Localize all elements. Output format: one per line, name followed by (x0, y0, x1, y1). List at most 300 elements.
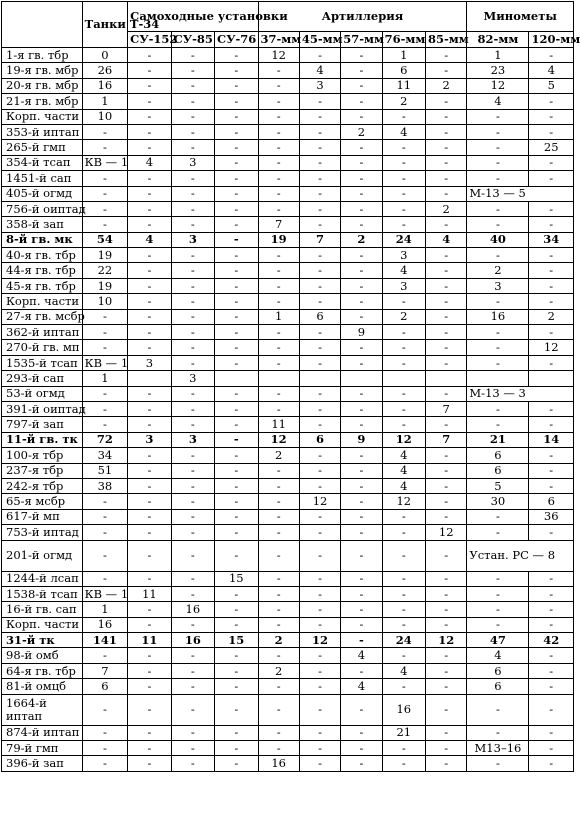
value-cell: 6 (467, 463, 529, 478)
value-cell: 1 (467, 48, 529, 63)
table-row (2, 325, 574, 340)
table-row (2, 94, 574, 109)
unit-name-cell: 53-й огмд (2, 386, 83, 401)
value-cell: - (258, 386, 299, 401)
value-cell: 4 (341, 679, 382, 694)
value-cell: - (299, 463, 340, 478)
value-cell: - (82, 401, 128, 416)
value-cell: - (529, 278, 574, 293)
value-cell: - (171, 171, 214, 186)
value-cell: - (529, 679, 574, 694)
value-cell: 25 (529, 140, 574, 155)
value-cell: - (426, 725, 467, 740)
value-cell: - (215, 663, 258, 678)
value-cell: 19 (258, 232, 299, 247)
value-cell: - (341, 525, 382, 540)
table-row (2, 401, 574, 416)
value-cell: - (426, 124, 467, 139)
value-cell: 5 (467, 478, 529, 493)
unit-name-cell: 405-й огмд (2, 186, 83, 201)
value-cell: 7 (426, 432, 467, 447)
value-cell: - (215, 263, 258, 278)
value-cell: - (426, 340, 467, 355)
value-cell: - (258, 679, 299, 694)
value-cell: - (128, 94, 171, 109)
value-cell: 4 (426, 232, 467, 247)
value-cell: - (171, 509, 214, 524)
col-header: СУ-152 (128, 32, 171, 48)
value-cell: 34 (82, 448, 128, 463)
value-cell: 19 (82, 278, 128, 293)
value-cell: - (258, 463, 299, 478)
value-cell: - (529, 48, 574, 63)
value-cell: 23 (467, 63, 529, 78)
value-cell: - (299, 171, 340, 186)
value-cell: - (341, 263, 382, 278)
value-cell: - (258, 617, 299, 632)
value-cell: - (258, 525, 299, 540)
value-cell: - (341, 586, 382, 601)
value-cell: - (341, 186, 382, 201)
value-cell: - (467, 586, 529, 601)
unit-name-cell: 100-я тбр (2, 448, 83, 463)
value-cell: - (529, 725, 574, 740)
value-cell: - (258, 401, 299, 416)
table-row (2, 741, 574, 756)
value-cell: - (426, 602, 467, 617)
value-cell: - (82, 140, 128, 155)
value-cell: 12 (299, 494, 340, 509)
value-cell: - (299, 94, 340, 109)
value-cell: - (82, 525, 128, 540)
value-cell: - (299, 401, 340, 416)
value-cell: - (258, 355, 299, 370)
value-cell: 1 (258, 309, 299, 324)
value-cell: - (341, 741, 382, 756)
value-cell: - (467, 617, 529, 632)
value-cell: - (341, 340, 382, 355)
value-cell: - (341, 201, 382, 216)
value-cell: - (171, 679, 214, 694)
value-cell: 12 (382, 432, 425, 447)
value-cell: - (382, 186, 425, 201)
table-row (2, 355, 574, 370)
value-cell: - (171, 63, 214, 78)
value-cell: - (215, 340, 258, 355)
col-header: 45-мм (299, 32, 340, 48)
value-cell: 6 (467, 663, 529, 678)
value-cell: - (341, 63, 382, 78)
value-cell: - (258, 78, 299, 93)
value-cell: - (426, 463, 467, 478)
value-cell: 1 (82, 371, 128, 386)
value-cell: - (171, 725, 214, 740)
value-cell: - (82, 325, 128, 340)
value-cell: - (128, 340, 171, 355)
value-cell: - (299, 694, 340, 725)
value-cell: - (128, 325, 171, 340)
value-cell: - (258, 63, 299, 78)
unit-name-cell: 265-й гмп (2, 140, 83, 155)
value-cell: - (82, 725, 128, 740)
value-cell: - (258, 155, 299, 170)
value-cell: - (529, 155, 574, 170)
value-cell: - (258, 94, 299, 109)
value-cell: - (171, 617, 214, 632)
unit-name-cell: 1538-й тсап (2, 586, 83, 601)
value-cell: - (258, 725, 299, 740)
value-cell: - (529, 648, 574, 663)
col-header: СУ-85 (171, 32, 214, 48)
value-cell: - (82, 186, 128, 201)
value-cell: - (258, 263, 299, 278)
value-cell: - (467, 725, 529, 740)
value-cell: - (299, 48, 340, 63)
table-row (2, 525, 574, 540)
value-cell: - (171, 278, 214, 293)
value-cell: - (258, 586, 299, 601)
value-cell: - (426, 679, 467, 694)
value-cell: - (382, 756, 425, 771)
value-cell: - (128, 679, 171, 694)
unit-name-cell: 293-й сап (2, 371, 83, 386)
value-cell: 15 (215, 571, 258, 586)
table-row (2, 109, 574, 124)
value-cell: - (382, 325, 425, 340)
table-row (2, 155, 574, 170)
value-cell: 11 (258, 417, 299, 432)
value-cell: - (128, 478, 171, 493)
col-header: 120-мм (529, 32, 574, 48)
unit-name-cell: 11-й гв. тк (2, 432, 83, 447)
value-cell: 2 (529, 309, 574, 324)
value-cell: - (467, 109, 529, 124)
value-cell: - (529, 617, 574, 632)
value-cell: 24 (382, 633, 425, 648)
value-cell: 12 (467, 78, 529, 93)
table-row (2, 48, 574, 63)
value-cell: - (299, 725, 340, 740)
value-cell: - (171, 94, 214, 109)
table-row (2, 478, 574, 493)
value-cell: - (382, 171, 425, 186)
value-cell: - (82, 509, 128, 524)
value-cell: - (382, 586, 425, 601)
value-cell: - (341, 248, 382, 263)
value-cell: - (171, 309, 214, 324)
value-cell: - (529, 248, 574, 263)
value-cell: - (215, 217, 258, 232)
equipment-table (1, 1, 580, 772)
value-cell: - (215, 325, 258, 340)
value-cell: - (82, 648, 128, 663)
value-cell: - (128, 63, 171, 78)
value-cell: 2 (258, 633, 299, 648)
value-cell: - (341, 540, 382, 571)
unit-name-cell: 1535-й тсап (2, 355, 83, 370)
unit-name-cell: 19-я гв. мбр (2, 63, 83, 78)
value-cell: - (299, 278, 340, 293)
value-cell: - (82, 217, 128, 232)
table-row (2, 201, 574, 216)
value-cell: - (299, 355, 340, 370)
value-cell: - (258, 694, 299, 725)
unit-name-cell: 353-й иптап (2, 124, 83, 139)
value-cell: 141 (82, 633, 128, 648)
value-cell: М13–16 (467, 741, 529, 756)
unit-name-cell: 1244-й лсап (2, 571, 83, 586)
value-cell: - (529, 109, 574, 124)
unit-name-cell: 237-я тбр (2, 463, 83, 478)
unit-name-cell: 65-я мсбр (2, 494, 83, 509)
value-cell: 12 (426, 525, 467, 540)
table-row (2, 186, 574, 201)
value-cell: - (467, 571, 529, 586)
value-cell: 6 (299, 309, 340, 324)
value-cell: - (82, 694, 128, 725)
value-cell: 11 (382, 78, 425, 93)
col-header: СУ-76 (215, 32, 258, 48)
value-cell: - (258, 294, 299, 309)
value-cell: - (529, 525, 574, 540)
value-cell: - (215, 617, 258, 632)
value-cell: 54 (82, 232, 128, 247)
value-cell: 19 (82, 248, 128, 263)
value-cell: - (426, 386, 467, 401)
value-cell: - (299, 186, 340, 201)
value-cell: - (299, 201, 340, 216)
value-cell: - (382, 741, 425, 756)
value-cell (341, 371, 382, 386)
value-cell: - (258, 171, 299, 186)
unit-name-cell: 617-й мп (2, 509, 83, 524)
value-cell: 2 (341, 124, 382, 139)
table-row (2, 463, 574, 478)
table-row (2, 679, 574, 694)
value-cell: - (215, 124, 258, 139)
unit-name-cell: 354-й тсап (2, 155, 83, 170)
value-cell: - (215, 478, 258, 493)
table-row (2, 756, 574, 771)
value-cell: 10 (82, 109, 128, 124)
value-cell: 16 (258, 756, 299, 771)
value-cell: 4 (467, 94, 529, 109)
unit-name-cell: 756-й оиптад (2, 201, 83, 216)
value-cell: - (341, 663, 382, 678)
value-cell: 24 (382, 232, 425, 247)
value-cell: - (382, 602, 425, 617)
value-cell: - (215, 448, 258, 463)
value-cell: 16 (467, 309, 529, 324)
value-cell: - (215, 602, 258, 617)
value-cell: - (341, 633, 382, 648)
value-cell: - (215, 586, 258, 601)
table-row (2, 263, 574, 278)
col-header: 57-мм (341, 32, 382, 48)
value-cell: - (258, 109, 299, 124)
value-cell: М-13 — 5 (467, 186, 574, 201)
value-cell: - (299, 263, 340, 278)
col-header: 85-мм (426, 32, 467, 48)
value-cell: - (128, 278, 171, 293)
value-cell: - (215, 248, 258, 263)
value-cell: - (426, 109, 467, 124)
value-cell: - (258, 124, 299, 139)
value-cell: - (426, 509, 467, 524)
value-cell: - (529, 325, 574, 340)
value-cell: 4 (382, 663, 425, 678)
value-cell: 4 (128, 155, 171, 170)
value-cell: - (215, 494, 258, 509)
value-cell: 2 (341, 232, 382, 247)
value-cell: - (467, 355, 529, 370)
value-cell: - (171, 571, 214, 586)
value-cell (382, 371, 425, 386)
value-cell: 10 (82, 294, 128, 309)
value-cell: - (258, 478, 299, 493)
value-cell: - (341, 294, 382, 309)
value-cell: - (529, 663, 574, 678)
value-cell: 12 (299, 633, 340, 648)
value-cell: - (299, 571, 340, 586)
value-cell: - (529, 586, 574, 601)
value-cell: - (215, 171, 258, 186)
value-cell: - (529, 401, 574, 416)
unit-name-cell: 396-й зап (2, 756, 83, 771)
unit-name-cell: 874-й иптап (2, 725, 83, 740)
value-cell: 34 (529, 232, 574, 247)
value-cell: - (82, 386, 128, 401)
value-cell: - (171, 186, 214, 201)
value-cell: - (529, 217, 574, 232)
value-cell: 72 (82, 432, 128, 447)
value-cell: - (215, 278, 258, 293)
table-body (2, 48, 574, 772)
value-cell: - (258, 602, 299, 617)
value-cell: КВ — 1 (82, 155, 128, 170)
value-cell: - (426, 663, 467, 678)
table-row (2, 294, 574, 309)
value-cell: - (171, 525, 214, 540)
value-cell: - (215, 694, 258, 725)
value-cell: - (426, 278, 467, 293)
value-cell: - (341, 617, 382, 632)
value-cell: - (171, 494, 214, 509)
value-cell: - (215, 155, 258, 170)
value-cell: 1 (82, 94, 128, 109)
unit-name-cell: Корп. части (2, 294, 83, 309)
value-cell: - (215, 756, 258, 771)
value-cell: - (341, 756, 382, 771)
value-cell: - (258, 648, 299, 663)
value-cell: - (82, 124, 128, 139)
value-cell (258, 371, 299, 386)
value-cell: - (258, 509, 299, 524)
value-cell: - (426, 741, 467, 756)
value-cell: - (299, 509, 340, 524)
value-cell (426, 371, 467, 386)
table-row (2, 694, 574, 725)
table-row (2, 171, 574, 186)
value-cell: - (382, 540, 425, 571)
value-cell: - (426, 448, 467, 463)
value-cell: - (426, 355, 467, 370)
value-cell: 3 (171, 155, 214, 170)
value-cell: - (258, 325, 299, 340)
value-cell: - (215, 186, 258, 201)
unit-name-cell: 1451-й сап (2, 171, 83, 186)
value-cell: 47 (467, 633, 529, 648)
value-cell: - (299, 648, 340, 663)
value-cell: - (128, 494, 171, 509)
value-cell: - (426, 494, 467, 509)
value-cell: - (467, 155, 529, 170)
value-cell: - (258, 540, 299, 571)
value-cell: - (382, 386, 425, 401)
value-cell: - (426, 617, 467, 632)
value-cell: - (467, 694, 529, 725)
unit-name-cell: 8-й гв. мк (2, 232, 83, 247)
value-cell: - (171, 248, 214, 263)
value-cell: - (529, 602, 574, 617)
value-cell: - (128, 648, 171, 663)
unit-name-cell: 64-я гв. тбр (2, 663, 83, 678)
value-cell: - (426, 248, 467, 263)
value-cell: - (82, 756, 128, 771)
table-row (2, 432, 574, 447)
value-cell: - (426, 325, 467, 340)
value-cell: 12 (258, 48, 299, 63)
value-cell: - (467, 217, 529, 232)
value-cell: - (215, 741, 258, 756)
value-cell: 15 (215, 633, 258, 648)
unit-name-cell: 31-й тк (2, 633, 83, 648)
value-cell: - (215, 401, 258, 416)
table-row (2, 540, 574, 571)
unit-name-cell: 358-й зап (2, 217, 83, 232)
unit-name-cell: 1664-й иптап (2, 694, 83, 725)
value-cell: - (382, 294, 425, 309)
value-cell: 6 (382, 63, 425, 78)
value-cell: - (128, 540, 171, 571)
value-cell: - (128, 186, 171, 201)
value-cell: - (382, 401, 425, 416)
table-row (2, 217, 574, 232)
table-row (2, 633, 574, 648)
value-cell: - (171, 648, 214, 663)
value-cell: - (529, 355, 574, 370)
value-cell: 9 (341, 432, 382, 447)
value-cell: - (128, 217, 171, 232)
value-cell: 11 (128, 633, 171, 648)
value-cell: - (171, 294, 214, 309)
value-cell: - (341, 217, 382, 232)
value-cell: - (215, 109, 258, 124)
value-cell: - (215, 540, 258, 571)
value-cell: 1 (82, 602, 128, 617)
value-cell: 9 (341, 325, 382, 340)
value-cell: - (258, 278, 299, 293)
value-cell: 3 (128, 355, 171, 370)
unit-name-cell: 753-й иптад (2, 525, 83, 540)
unit-name-cell: 45-я гв. тбр (2, 278, 83, 293)
value-cell: - (171, 741, 214, 756)
value-cell: 12 (382, 494, 425, 509)
value-cell: - (529, 263, 574, 278)
value-cell: - (299, 294, 340, 309)
value-cell: 4 (382, 124, 425, 139)
value-cell (299, 371, 340, 386)
